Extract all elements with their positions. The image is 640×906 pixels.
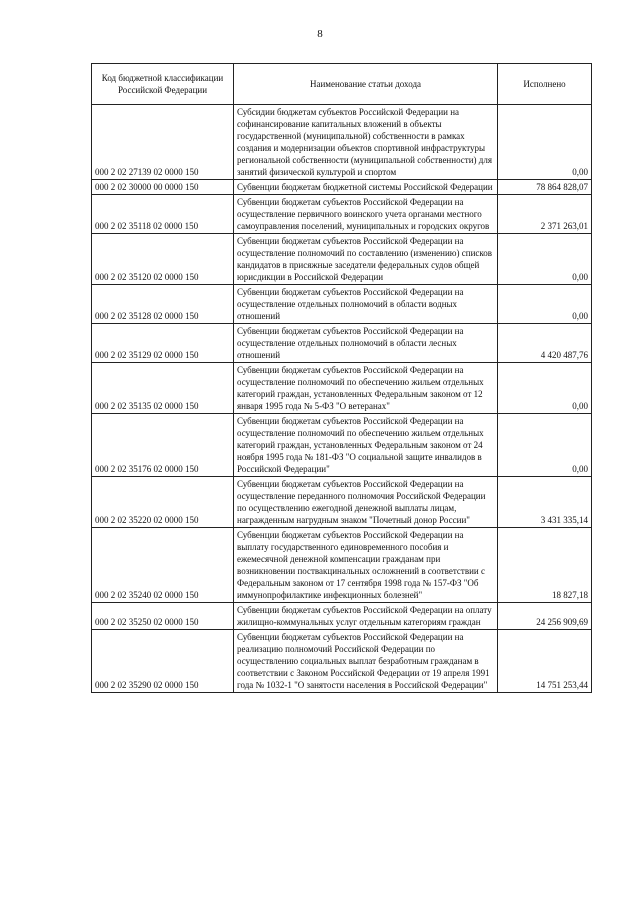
executed-amount: 78 864 828,07	[498, 180, 592, 195]
table-row	[92, 477, 592, 528]
budget-code: 000 2 02 30000 00 0000 150	[92, 180, 234, 195]
revenue-item-name: Субвенции бюджетам субъектов Российской Федерации на осуществление первичного воинского учета органами местного самоуправления поселений, муниципальных и городских округов	[234, 195, 498, 234]
executed-amount: 24 256 909,69	[498, 603, 592, 630]
table-row	[92, 285, 592, 324]
table-row	[92, 414, 592, 477]
budget-code: 000 2 02 35176 02 0000 150	[92, 414, 234, 477]
executed-amount: 0,00	[498, 414, 592, 477]
table-row	[92, 180, 592, 195]
page-number: 8	[317, 28, 323, 40]
budget-code: 000 2 02 35290 02 0000 150	[92, 630, 234, 693]
executed-amount: 14 751 253,44	[498, 630, 592, 693]
table-row	[92, 324, 592, 363]
table-row	[92, 363, 592, 414]
revenue-item-name: Субвенции бюджетам субъектов Российской Федерации на осуществление полномочий по обеспечению жильем отдельных категорий граждан, установленных Федеральным законом от 12 января 1995 года № 5-ФЗ "О ветеранах"	[234, 363, 498, 414]
header-name: Наименование статьи дохода	[234, 64, 498, 105]
executed-amount: 0,00	[498, 363, 592, 414]
budget-code: 000 2 02 35135 02 0000 150	[92, 363, 234, 414]
table-row	[92, 105, 592, 180]
executed-amount: 18 827,18	[498, 528, 592, 603]
revenue-item-name: Субвенции бюджетам субъектов Российской Федерации на осуществление отдельных полномочий в области лесных отношений	[234, 324, 498, 363]
budget-code: 000 2 02 35240 02 0000 150	[92, 528, 234, 603]
revenue-item-name: Субвенции бюджетам субъектов Российской Федерации на осуществление полномочий по обеспечению жильем отдельных категорий граждан, установленных Федеральным законом от 24 ноября 1995 года № 181-ФЗ "О социальной защите инвалидов в Российской Федерации"	[234, 414, 498, 477]
executed-amount: 3 431 335,14	[498, 477, 592, 528]
table-row	[92, 630, 592, 693]
budget-code: 000 2 02 35129 02 0000 150	[92, 324, 234, 363]
revenue-item-name: Субвенции бюджетам субъектов Российской Федерации на осуществление отдельных полномочий в области водных отношений	[234, 285, 498, 324]
executed-amount: 0,00	[498, 285, 592, 324]
revenue-item-name: Субсидии бюджетам субъектов Российской Федерации на софинансирование капитальных вложений в объекты государственной (муниципальной) собственности в рамках создания и модернизации объектов спортивной инфраструктуры региональной собственности (муниципальной собственности) для занятий физической культурой и спортом	[234, 105, 498, 180]
budget-code: 000 2 02 27139 02 0000 150	[92, 105, 234, 180]
revenue-item-name: Субвенции бюджетам субъектов Российской Федерации на оплату жилищно-коммунальных услуг отдельным категориям граждан	[234, 603, 498, 630]
executed-amount: 4 420 487,76	[498, 324, 592, 363]
executed-amount: 0,00	[498, 234, 592, 285]
header-executed: Исполнено	[498, 64, 592, 105]
table-row	[92, 528, 592, 603]
executed-amount: 2 371 263,01	[498, 195, 592, 234]
revenue-item-name: Субвенции бюджетам бюджетной системы Российской Федерации	[234, 180, 498, 195]
revenue-table	[91, 63, 592, 693]
table-header-row	[92, 64, 592, 105]
revenue-item-name: Субвенции бюджетам субъектов Российской Федерации на осуществление полномочий по составлению (изменению) списков кандидатов в присяжные заседатели федеральных судов общей юрисдикции в Российской Федерации	[234, 234, 498, 285]
executed-amount: 0,00	[498, 105, 592, 180]
header-code: Код бюджетной классификации Российской Федерации	[92, 64, 234, 105]
revenue-item-name: Субвенции бюджетам субъектов Российской Федерации на выплату государственного единовременного пособия и ежемесячной денежной компенсации гражданам при возникновении поствакцинальных осложнений в соответствии с Федеральным законом от 17 сентября 1998 года № 157-ФЗ "Об иммунопрофилактике инфекционных болезней"	[234, 528, 498, 603]
budget-code: 000 2 02 35250 02 0000 150	[92, 603, 234, 630]
revenue-item-name: Субвенции бюджетам субъектов Российской Федерации на реализацию полномочий Российской Федерации по осуществлению социальных выплат безработным гражданам в соответствии с Законом Российской Федерации от 19 апреля 1991 года № 1032-1 "О занятости населения в Российской Федерации"	[234, 630, 498, 693]
budget-code: 000 2 02 35128 02 0000 150	[92, 285, 234, 324]
budget-code: 000 2 02 35220 02 0000 150	[92, 477, 234, 528]
budget-code: 000 2 02 35118 02 0000 150	[92, 195, 234, 234]
table-row	[92, 603, 592, 630]
revenue-item-name: Субвенции бюджетам субъектов Российской Федерации на осуществление переданного полномочия Российской Федерации по осуществлению ежегодной денежной выплаты лицам, награжденным нагрудным знаком "Почетный донор России"	[234, 477, 498, 528]
budget-code: 000 2 02 35120 02 0000 150	[92, 234, 234, 285]
table-row	[92, 234, 592, 285]
table-row	[92, 195, 592, 234]
